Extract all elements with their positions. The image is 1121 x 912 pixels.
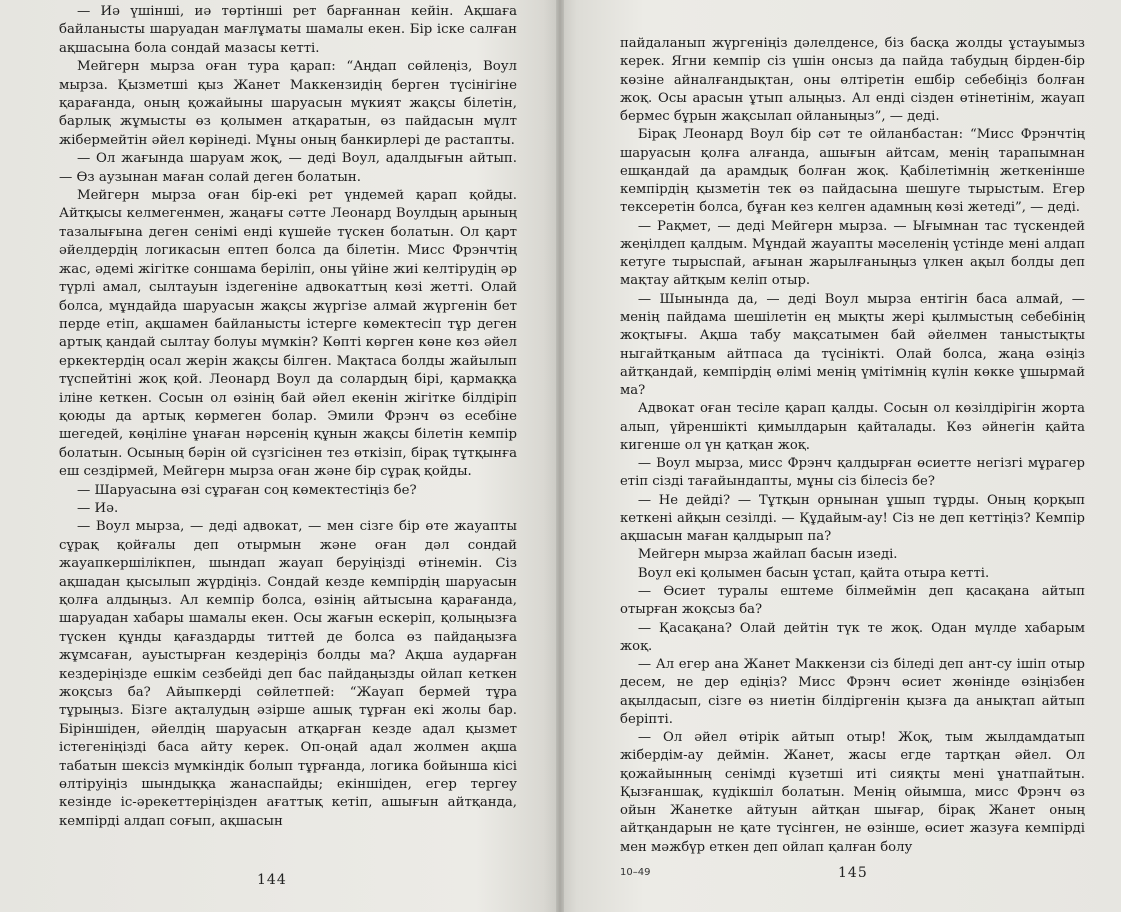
paragraph: — Воул мырза, мисс Фрэнч қалдырған өсиетте негізгі мұрагер етіп сізді тағайындапты, мұны сіз білесіз бе? <box>620 456 1085 490</box>
page-number: 144 <box>257 872 287 888</box>
paragraph: Адвокат оған тесіле қарап қалды. Сосын ол көзілдірігін жорта алып, үйреншікті қимылдарын қайталады. Көз әйнегін қайта кигенше ол үн қатқан жоқ. <box>620 401 1085 453</box>
paragraph: Воул екі қолымен басын ұстап, қайта отыра кетті. <box>637 565 990 581</box>
paragraph: — Шаруасына өзі сұраған соң көмектестіңіз бе? <box>76 482 417 498</box>
paragraph: пайдаланып жүргеніңіз дәлелденсе, біз басқа жолды ұстауымыз керек. Ягни кемпір сіз үшін онсыз да пайда табудың бірден-бір көзіне айналғандықтан, оны өлтіретін ешбір себебіңіз болған жоқ. Осы арасын ұтып алыңыз. Ал енді сізден өтінетінім, жауап бермес бұрын жақсылап ойланыңыз”, — деді. <box>620 36 1085 125</box>
paragraph: — Иә. <box>76 500 119 516</box>
paragraph: Мейгерн мырза оған бір-екі рет үндемей қарап қойды. Айтқысы келмегенмен, жаңағы сәтте Леонард Воулдың арының тазалығына деген сенімі енді күшейе түскен болатын. Ол қарт әйелдердің логикасын ептеп болса да білетін. Мисс Фрэнчтің жас, әдемі жігітке соншама беріліп, оны үйіне жиі келтірудің әр түрлі амал, сылтауын іздегеніне адвокаттың көзі жетті. Олай болса, мұндайда шаруасын жақсы жүргізе алмай жүргенін бет перде етіп, ақшамен байланысты істерге көмектесіп тұр деген артық қандай сылтау болуы мүмкін? Көпті көрген көне көз әйел еркектердің осал жерін жақсы білген. Мақтаса болды жайылып түспейтіні жоқ қой. Леонард Воул да солардың бірі, қармаққа іліне кеткен. Сосын ол өзінің бай әйел екенін жігітке білдіріп қоюды да артық көрмеген болар. Эмили Фрэнч өз есебіне шегедей, көңіліне ұнаған нәрсенің құнын жақсы білетін кемпір болатын. Осының бәрін ой сүзгісінен тез өткізіп, бірақ тұтқынға еш сездірмей, Мейгерн мырза оған және бір сұрақ қойды. <box>59 188 517 480</box>
paragraph: — Өсиет туралы ештеме білмеймін деп қасақана айтып отырған жоқсыз ба? <box>620 583 1085 618</box>
paragraph: — Воул мырза, — деді адвокат, — мен сізге бір өте жауапты сұрақ қойғалы деп отырмын және оған дәл сондай жауапкершілікпен, шындап жауап беруіңізді өтінемін. Сіз ақшадан қысылып жүрдіңіз. Сондай кезде кемпірдің шаруасын қолға алдыңыз. Ал кемпір болса, өзінің айтысына қарағанда, шаруадан хабары шамалы екен. Осы жағын ескеріп, қолыңызға түскен құнды қағаздарды титтей де болса өз пайдаңызға жұмсаған, ауыстырған кездеріңіз болды ма? Ақша аударған кездеріңізде ешкім сезбейді деп бас пайдаңызды ойлап кеткен жоқсыз ба? Айыпкерді сөйлетпей: “Жауап бермей тұра тұрыңыз. Бізге ақталудың әзірше ашық тұрған екі жолы бар. Біріншіден, әйелдің шаруасын атқарған кезде адал қызмет істегеніңізді баса айту керек. Оп-оңай адал жолмен ақша табатын шексіз мүмкіндік болып тұрғанда, логика бойынша кісі өлтіруіңіз шындыққа жанаспайды; екіншіден, егер тергеу кезінде іс-әрекеттеріңізден ағаттық кетіп, ашығын айтқанда, кемпірді алдап соғып, ақшасын <box>59 519 517 829</box>
left-page-text <box>59 3 517 831</box>
paragraph: — Ол әйел өтірік айтып отыр! Жоқ, тым жылдамдатып жібердім-ау деймін. Жанет, жасы егде тартқан әйел. Ол қожайынның сенімді күзетші иті сияқты мені ұнатпайтын. Қызғаншақ, күдікшіл болатын. Менің ойымша, мисс Фрэнч өз ойын Жанетке айтуын айтқан шығар, бірақ Жанет оның айтқандарын не қате түсінген, не өзінше, өсиет жазуға кемпірді мен мәжбүр еткен деп ойлап қалған болу <box>620 730 1085 855</box>
paragraph: — Не дейді? — Тұтқын орнынан ұшып тұрды. Оның қорқып кеткені айқын сезілді. — Құдайым-ау! Сіз не деп кеттіңіз? Кемпір ақшасын маған қалдырып па? <box>620 492 1085 545</box>
paragraph: — Ол жағында шаруам жоқ, — деді Воул, адалдығын айтып. — Өз аузынан маған солай деген болатын. <box>59 151 517 185</box>
left-page <box>0 0 560 912</box>
paragraph: Мейгерн мырза оған тура қарап: “Аңдап сөйлеңіз, Воул мырза. Қызметші қыз Жанет Маккензидің берген түсінігіне қарағанда, оның қожайыны шаруасын мүкият жақсы білетін, барлық жұмысты өз қолымен атқаратын, өз пайдасын мүлт жібермейтін әйел көрінеді. Мұны оның банкирлері де растапты. <box>59 59 517 148</box>
paragraph: — Қасақана? Олай дейтін түк те жоқ. Одан мүлде хабарым жоқ. <box>620 620 1085 654</box>
paragraph: Бірақ Леонард Воул бір сәт те ойланбастан: “Мисс Фрэнчтің шаруасын қолға алғанда, ашығын айтсам, менің тарапымнан ешқандай да арамдық болған жоқ. Қабілетімнің жеткенінше кемпірдің қызметін тек өз пайдасына шешуге тырыстым. Егер тексеретін болса, бұған кез келген адамның көзі жетеді”, — деді. <box>620 127 1085 216</box>
paragraph: — Ал егер ана Жанет Маккензи сіз біледі деп ант-су ішіп отыр десем, не дер едіңіз? Мисс Фрэнч өсиет жөнінде өзіңізбен ақылдасып, сізге өз ниетін білдіргенін қызға да анықтап айтып беріпті. <box>620 657 1085 727</box>
page-number: 145 <box>838 865 868 881</box>
right-page-text <box>620 35 1085 857</box>
book-gutter <box>556 0 564 912</box>
paragraph: — Рақмет, — деді Мейгерн мырза. — Ығымнан тас түскендей жеңілдеп қалдым. Мұндай жауапты мәселенің үстінде мені алдап кетуге тырыспай, ағынан жарылғаныңыз үлкен ақыл болды деп мақтау айтқым келіп отыр. <box>620 218 1085 289</box>
paragraph: — Иә үшінші, иә төртінші рет барғаннан кейін. Ақшаға байланысты шаруадан мағлұматы шамалы екен. Бір іске салған ақшасына бола сондай мазасы кетті. <box>59 4 517 56</box>
printer-signature: 10–49 <box>620 867 651 878</box>
paragraph: Мейгерн мырза жайлап басын изеді. <box>637 547 898 563</box>
paragraph: — Шынында да, — деді Воул мырза ентігін баса алмай, — менің пайдама шешілетін ең мықты жері қылмыстың себебінің жоқтығы. Ақша табу мақсатымен бай әйелмен таныстықты ныгайтқаным айтпаса да түсінікті. Олай болса, жаңа өзіңіз айтқандай, кемпірдің өлімі менің үмітімнің күлін көкке ұшырмай ма? <box>620 291 1085 399</box>
right-page <box>560 0 1121 912</box>
